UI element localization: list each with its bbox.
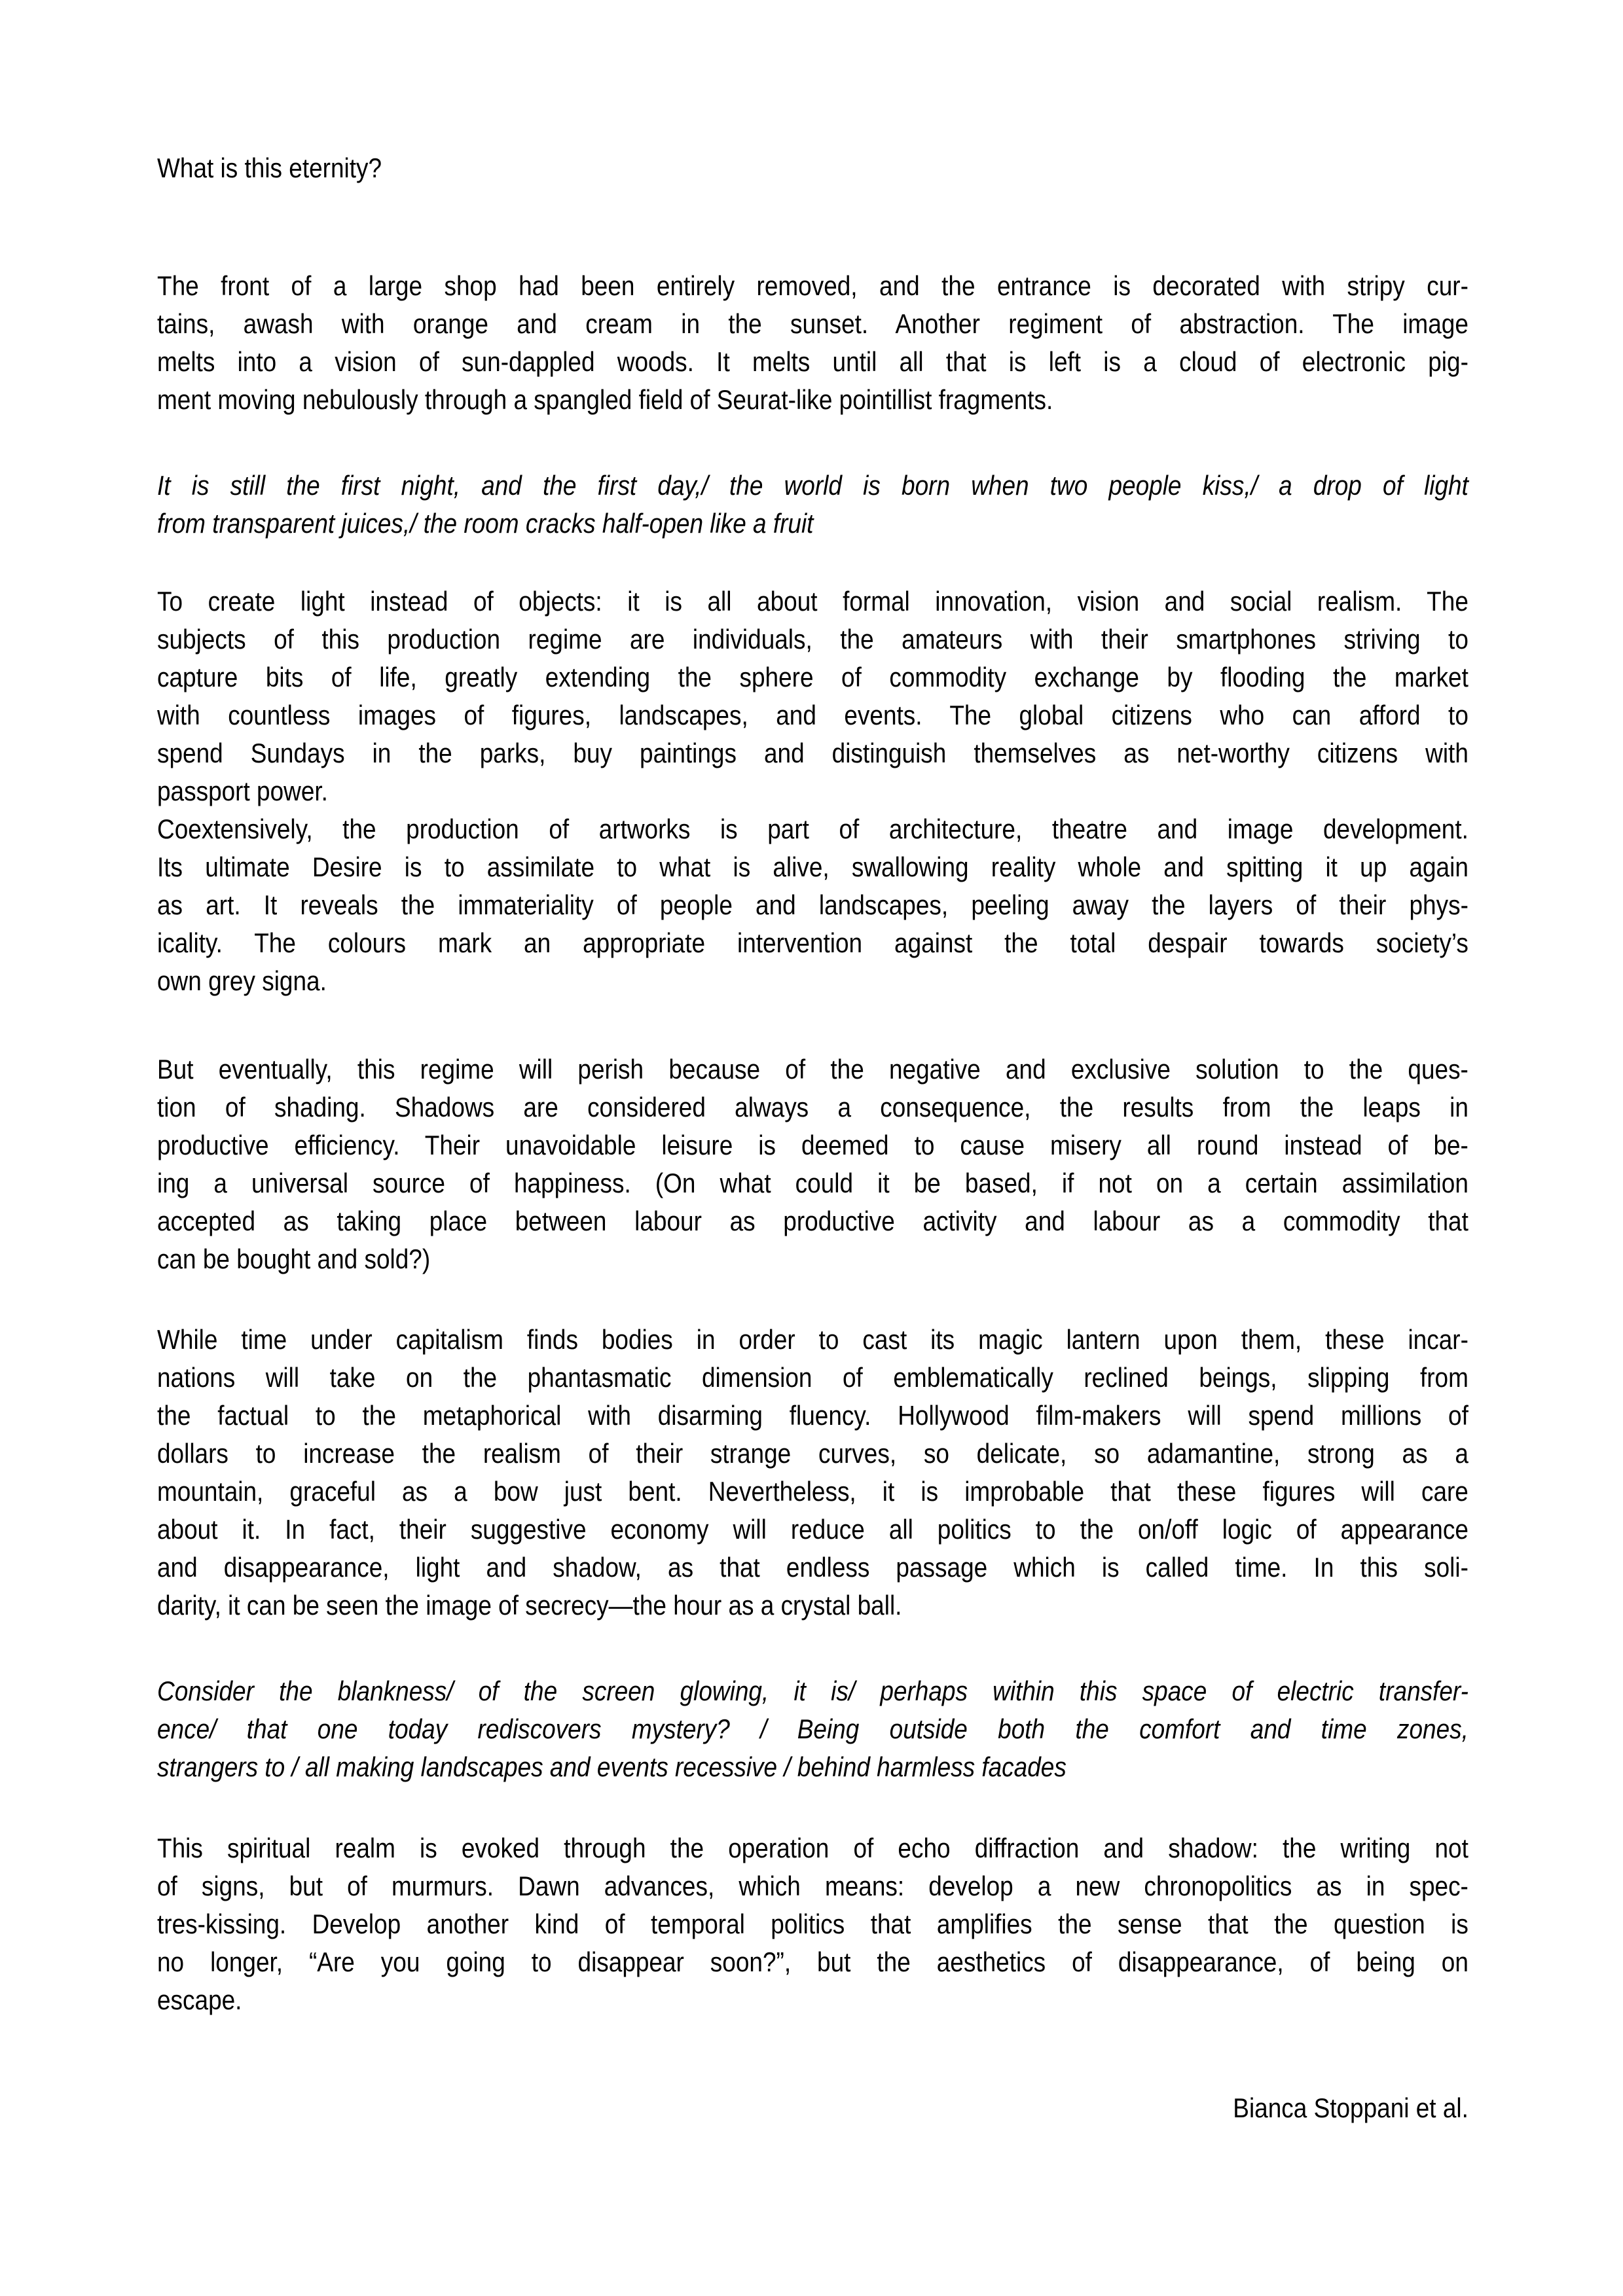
text-line: own grey signa.: [157, 965, 327, 996]
text-line: darity, it can be seen the image of secrecy—the hour as a crystal ball.: [157, 1590, 902, 1621]
text-line: dollars to increase the realism of their strange curves, so delicate, so adamantine, strong as a: [157, 1438, 1468, 1469]
text-line: While time under capitalism finds bodies in order to cast its magic lantern upon them, these incar-: [157, 1324, 1468, 1355]
text-line: escape.: [157, 1984, 242, 2015]
text-line: as art. It reveals the immateriality of people and landscapes, peeling away the layers of their phys-: [157, 889, 1468, 920]
text-line: can be bought and sold?): [157, 1244, 431, 1274]
text-column: [157, 149, 1468, 2127]
text-line: subjects of this production regime are individuals, the amateurs with their smartphones striving to: [157, 624, 1468, 655]
text-line: the factual to the metaphorical with disarming fluency. Hollywood film-makers will spend millions of: [157, 1400, 1468, 1431]
text-line: ence/ that one today rediscovers mystery? / Being outside both the comfort and time zones,: [157, 1713, 1468, 1744]
text-line: Consider the blankness/ of the screen glowing, it is/ perhaps within this space of electric transfer-: [157, 1676, 1468, 1706]
text-line: and disappearance, light and shadow, as that endless passage which is called time. In this soli-: [157, 1552, 1468, 1583]
text-line: capture bits of life, greatly extending the sphere of commodity exchange by flooding the market: [157, 662, 1468, 692]
page-title: What is this eternity?: [157, 152, 382, 183]
text-line: But eventually, this regime will perish because of the negative and exclusive solution to the ques-: [157, 1054, 1468, 1085]
text-line: with countless images of figures, landscapes, and events. The global citizens who can afford to: [157, 700, 1468, 730]
text-line: no longer, “Are you going to disappear soon?”, but the aesthetics of disappearance, of being on: [157, 1946, 1468, 1977]
text-line: The front of a large shop had been entirely removed, and the entrance is decorated with stripy cur-: [157, 270, 1468, 301]
text-line: of signs, but of murmurs. Dawn advances, which means: develop a new chronopolitics as in spec-: [157, 1871, 1468, 1901]
text-line: Coextensively, the production of artworks is part of architecture, theatre and image development.: [157, 814, 1468, 844]
body-paragraph: [157, 1829, 1468, 2019]
text-line: ment moving nebulously through a spangled field of Seurat-like pointillist fragments.: [157, 384, 1053, 415]
poem-paragraph: [157, 467, 1468, 543]
paragraphs: [157, 267, 1468, 2019]
text-line: passport power.: [157, 776, 328, 806]
text-line: tains, awash with orange and cream in the sunset. Another regiment of abstraction. The image: [157, 308, 1468, 339]
text-line: nations will take on the phantasmatic dimension of emblematically reclined beings, slipping from: [157, 1362, 1468, 1393]
text-line: tion of shading. Shadows are considered always a consequence, the results from the leaps in: [157, 1092, 1468, 1122]
text-line: To create light instead of objects: it is all about formal innovation, vision and social realism. The: [157, 586, 1468, 617]
text-line: from transparent juices,/ the room cracks half-open like a fruit: [157, 508, 814, 539]
text-line: productive efficiency. Their unavoidable leisure is deemed to cause misery all round instead of be-: [157, 1130, 1468, 1160]
text-line: accepted as taking place between labour as productive activity and labour as a commodity that: [157, 1206, 1468, 1236]
poem-paragraph: [157, 1672, 1468, 1786]
text-line: icality. The colours mark an appropriate intervention against the total despair towards society’s: [157, 927, 1468, 958]
text-line: It is still the first night, and the first day,/ the world is born when two people kiss,/ a drop of light: [157, 470, 1468, 501]
body-paragraph: [157, 1321, 1468, 1624]
body-paragraph: [157, 267, 1468, 419]
text-line: melts into a vision of sun-dappled woods. It melts until all that is left is a cloud of electronic pig-: [157, 346, 1468, 377]
text-line: This spiritual realm is evoked through the operation of echo diffraction and shadow: the writing not: [157, 1833, 1468, 1863]
text-line: about it. In fact, their suggestive economy will reduce all politics to the on/off logic of appearance: [157, 1514, 1468, 1545]
text-line: mountain, graceful as a bow just bent. Nevertheless, it is improbable that these figures will care: [157, 1476, 1468, 1507]
body-paragraph: [157, 810, 1468, 1000]
text-line: Its ultimate Desire is to assimilate to what is alive, swallowing reality whole and spitting it up again: [157, 852, 1468, 882]
text-line: spend Sundays in the parks, buy paintings and distinguish themselves as net-worthy citizens with: [157, 738, 1468, 768]
text-line: tres-kissing. Develop another kind of temporal politics that amplifies the sense that the question is: [157, 1909, 1468, 1939]
author-signature: Bianca Stoppani et al.: [1233, 2092, 1468, 2123]
text-line: ing a universal source of happiness. (On what could it be based, if not on a certain assimilation: [157, 1168, 1468, 1198]
text-line: strangers to / all making landscapes and events recessive / behind harmless facades: [157, 1751, 1067, 1782]
body-paragraph: [157, 583, 1468, 810]
body-paragraph: [157, 1050, 1468, 1278]
